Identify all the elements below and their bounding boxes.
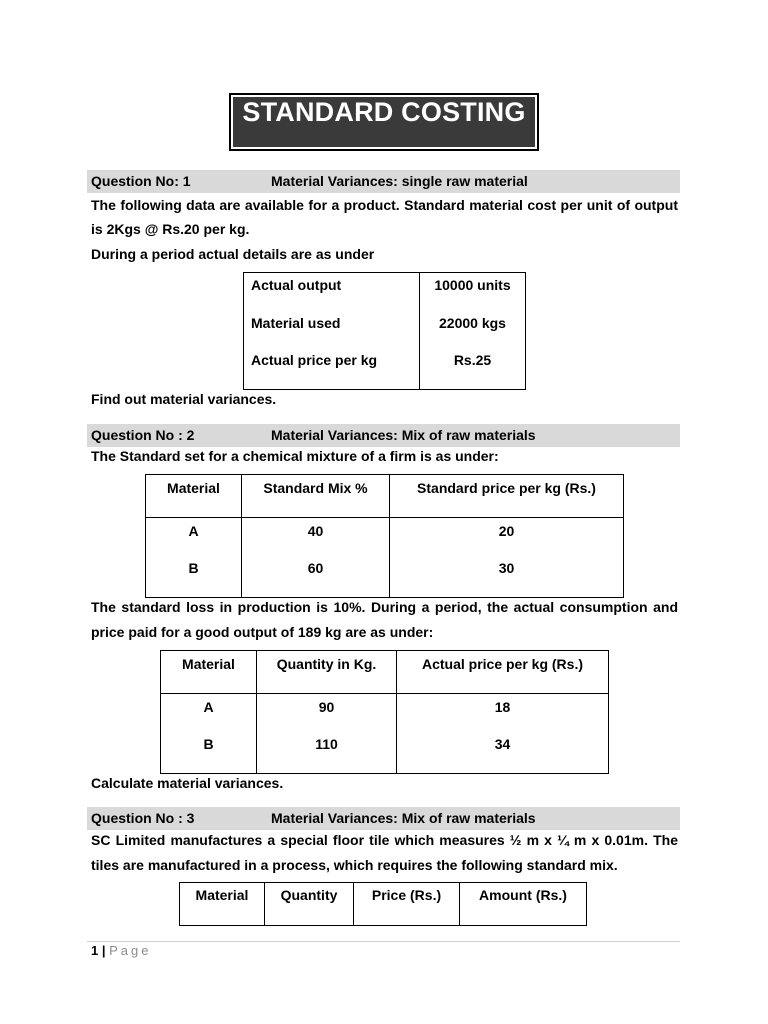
question-topic: Material Variances: single raw material <box>271 173 528 189</box>
table-header-cell: Material <box>182 656 235 672</box>
document-title-box <box>229 93 539 151</box>
table-cell: 110 <box>315 736 338 752</box>
q2-actual-consumption-table <box>160 650 609 774</box>
table-cell: 34 <box>494 736 511 752</box>
table-cell: 20 <box>498 523 515 539</box>
question-number: Question No: 1 <box>91 173 191 189</box>
table-header-cell: Amount (Rs.) <box>479 887 567 903</box>
q1-intro-line-2: is 2Kgs @ Rs.20 per kg. <box>91 221 250 237</box>
q1-label-price-per-kg: Actual price per kg <box>251 352 378 368</box>
q1-closing: Find out material variances. <box>91 391 277 407</box>
footer-divider <box>87 941 680 942</box>
q3-intro-line-1: SC Limited manufactures a special floor tile which measures ½ m x ¼ m x 0.01m. The <box>91 832 678 848</box>
table-header-cell: Quantity <box>280 887 338 903</box>
q2-standard-mix-table <box>145 474 624 598</box>
table-cell: B <box>188 560 199 576</box>
q3-standard-mix-table <box>179 882 587 926</box>
q1-label-material-used: Material used <box>251 315 341 331</box>
q2-middle-line-2: price paid for a good output of 189 kg are as under: <box>91 624 434 640</box>
question-number: Question No : 2 <box>91 427 195 443</box>
table-cell: B <box>203 736 214 752</box>
q1-actual-details-table <box>243 272 526 390</box>
table-cell: A <box>188 523 199 539</box>
page-number: 1 <box>91 943 99 958</box>
q1-label-actual-output: Actual output <box>251 277 342 293</box>
question-1-header <box>87 170 680 193</box>
table-cell: 30 <box>498 560 515 576</box>
q1-value-price-per-kg: Rs.25 <box>453 352 492 368</box>
question-3-header <box>87 807 680 830</box>
table-cell: A <box>203 699 214 715</box>
q1-value-material-used: 22000 kgs <box>439 315 506 331</box>
q1-value-actual-output: 10000 units <box>434 277 511 293</box>
table-header-cell: Actual price per kg (Rs.) <box>421 656 584 672</box>
question-topic: Material Variances: Mix of raw materials <box>271 810 536 826</box>
table-cell: 90 <box>318 699 335 715</box>
q2-closing: Calculate material variances. <box>91 775 284 791</box>
table-header-cell: Material <box>195 887 249 903</box>
q2-middle-line-1: The standard loss in production is 10%. During a period, the actual consumption and <box>91 599 678 615</box>
table-cell: 60 <box>307 560 324 576</box>
table-header-cell: Material <box>167 480 220 496</box>
table-cell: 40 <box>307 523 324 539</box>
page-label: Page <box>109 943 152 958</box>
q3-intro-line-2: tiles are manufactured in a process, which requires the following standard mix. <box>91 857 618 873</box>
question-topic: Material Variances: Mix of raw materials <box>271 427 536 443</box>
document-title: STANDARD COSTING <box>242 97 526 127</box>
table-header-cell: Price (Rs.) <box>371 887 442 903</box>
q1-intro-line-1: The following data are available for a product. Standard material cost per unit of output <box>91 197 678 213</box>
table-cell: 18 <box>494 699 511 715</box>
table-header-cell: Quantity in Kg. <box>276 656 377 672</box>
footer-separator: | <box>101 943 106 958</box>
table-header-cell: Standard Mix % <box>263 480 368 496</box>
q2-intro: The Standard set for a chemical mixture of a firm is as under: <box>91 448 499 464</box>
question-number: Question No : 3 <box>91 810 195 826</box>
table-header-cell: Standard price per kg (Rs.) <box>417 480 596 496</box>
page-footer <box>91 943 152 958</box>
question-2-header <box>87 424 680 447</box>
q1-intro-line-3: During a period actual details are as under <box>91 246 375 262</box>
